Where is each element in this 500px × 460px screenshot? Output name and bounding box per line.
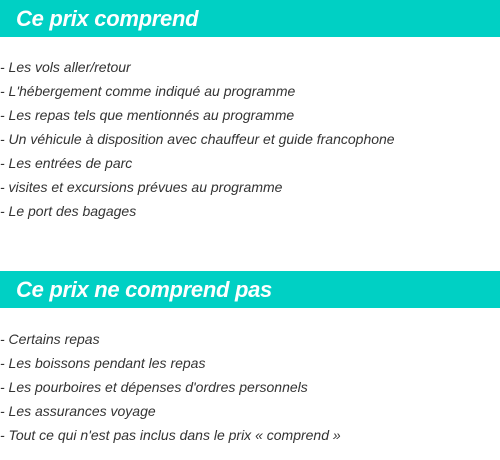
excludes-list xyxy=(0,327,500,447)
list-item: - Les boissons pendant les repas xyxy=(0,355,206,371)
list-item: - Un véhicule à disposition avec chauffeur et guide francophone xyxy=(0,131,395,147)
list-item: - Les assurances voyage xyxy=(0,403,156,419)
excludes-title: Ce prix ne comprend pas xyxy=(16,276,272,302)
list-item: - visites et excursions prévues au programme xyxy=(0,179,283,195)
excludes-banner xyxy=(0,271,500,308)
includes-title: Ce prix comprend xyxy=(16,5,199,31)
includes-list xyxy=(0,55,500,223)
list-item: - Le port des bagages xyxy=(0,203,137,219)
includes-banner xyxy=(0,0,500,37)
includes-section xyxy=(0,0,500,219)
list-item: - Certains repas xyxy=(0,331,100,347)
list-item: - L'hébergement comme indiqué au programme xyxy=(0,83,296,99)
list-item: - Les pourboires et dépenses d'ordres personnels xyxy=(0,379,308,395)
excludes-section xyxy=(0,271,500,443)
list-item: - Tout ce qui n'est pas inclus dans le prix « comprend » xyxy=(0,427,341,443)
list-item: - Les entrées de parc xyxy=(0,155,133,171)
list-item: - Les repas tels que mentionnés au programme xyxy=(0,107,295,123)
list-item: - Les vols aller/retour xyxy=(0,59,131,75)
